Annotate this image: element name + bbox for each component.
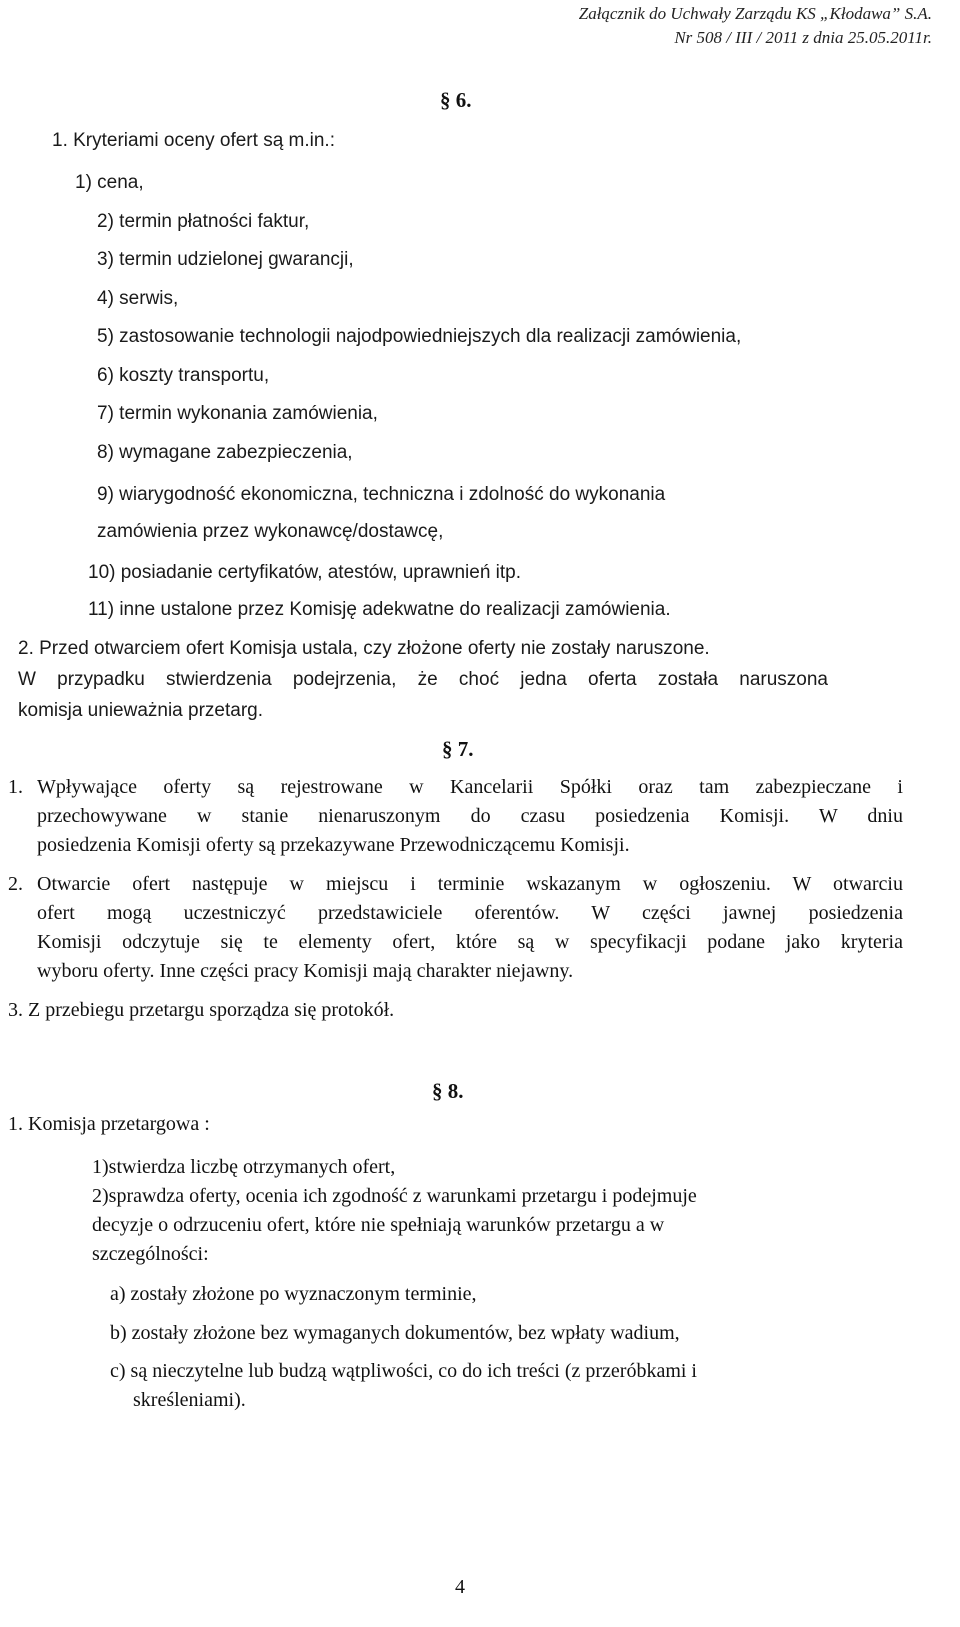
criteria-item: 1) cena, (75, 172, 144, 193)
committee-duty-continuation: decyzje o odrzuceniu ofert, które nie spełniają warunków przetargu a w (92, 1214, 665, 1236)
committee-duty: 2)sprawdza oferty, ocenia ich zgodność z warunkami przetargu i podejmuje (92, 1185, 697, 1207)
opening-paragraph-line: wyboru oferty. Inne części pracy Komisji mają charakter niejawny. (37, 960, 574, 982)
criteria-item: 4) serwis, (97, 288, 179, 309)
criteria-intro: 1. Kryteriami oceny ofert są m.in.: (52, 130, 335, 151)
criteria-item: 8) wymagane zabezpieczenia, (97, 442, 353, 463)
opening-paragraph-line: ofert mogą uczestniczyć przedstawiciele oferentów. W części jawnej posiedzenia (37, 902, 903, 924)
header-resolution-line: Nr 508 / III / 2011 z dnia 25.05.2011r. (674, 28, 932, 47)
section-7-title: § 7. (442, 737, 474, 761)
rejection-reason: a) zostały złożone po wyznaczonym terminie, (110, 1283, 477, 1305)
criteria-item: 10) posiadanie certyfikatów, atestów, uprawnień itp. (88, 562, 522, 583)
criteria-item: 11) inne ustalone przez Komisję adekwatne do realizacji zamówienia. (88, 599, 671, 620)
section-8-title: § 8. (432, 1079, 464, 1103)
section-6-title: § 6. (440, 88, 472, 112)
offers-integrity-consequence: W przypadku stwierdzenia podejrzenia, że choć jedna oferta została naruszona (18, 669, 828, 690)
committee-duty: 1)stwierdza liczbę otrzymanych ofert, (92, 1156, 396, 1178)
registration-paragraph-line: posiedzenia Komisji oferty są przekazywane Przewodniczącemu Komisji. (37, 834, 630, 856)
rejection-reason: b) zostały złożone bez wymaganych dokumentów, bez wpłaty wadium, (110, 1322, 680, 1344)
opening-paragraph-line: Otwarcie ofert następuje w miejscu i terminie wskazanym w ogłoszeniu. W otwarciu (37, 873, 903, 895)
protocol-paragraph: 3. Z przebiegu przetargu sporządza się protokół. (8, 999, 395, 1021)
rejection-reason: c) są nieczytelne lub budzą wątpliwości, co do ich treści (z przeróbkami i (110, 1360, 697, 1382)
registration-paragraph-line: Wpływające oferty są rejestrowane w Kancelarii Spółki oraz tam zabezpieczane i (37, 776, 903, 798)
criteria-item: 3) termin udzielonej gwarancji, (97, 249, 354, 270)
offers-integrity-consequence-cont: komisja unieważnia przetarg. (18, 700, 264, 721)
committee-duty-continuation: szczególności: (92, 1243, 209, 1265)
committee-intro: 1. Komisja przetargowa : (8, 1113, 210, 1135)
criteria-item: 7) termin wykonania zamówienia, (97, 403, 378, 424)
paragraph-number: 2. (8, 873, 23, 895)
header-annex-line: Załącznik do Uchwały Zarządu KS „Kłodawa” S.A. (578, 4, 932, 23)
page-number: 4 (455, 1576, 465, 1598)
paragraph-number: 1. (8, 776, 23, 798)
criteria-item: 2) termin płatności faktur, (97, 211, 310, 232)
registration-paragraph-line: przechowywane w stanie nienaruszonym do czasu posiedzenia Komisji. W dniu (37, 805, 903, 827)
criteria-item-continuation: zamówienia przez wykonawcę/dostawcę, (97, 521, 444, 542)
criteria-item: 9) wiarygodność ekonomiczna, techniczna i zdolność do wykonania (97, 484, 666, 505)
criteria-item: 6) koszty transportu, (97, 365, 270, 386)
criteria-item: 5) zastosowanie technologii najodpowiedniejszych dla realizacji zamówienia, (97, 326, 742, 347)
rejection-reason-continuation: skreśleniami). (133, 1389, 246, 1411)
offers-integrity-check: 2. Przed otwarciem ofert Komisja ustala, czy złożone oferty nie zostały naruszone. (18, 638, 710, 659)
opening-paragraph-line: Komisji odczytuje się te elementy ofert, które są w specyfikacji podane jako kryteria (37, 931, 903, 953)
